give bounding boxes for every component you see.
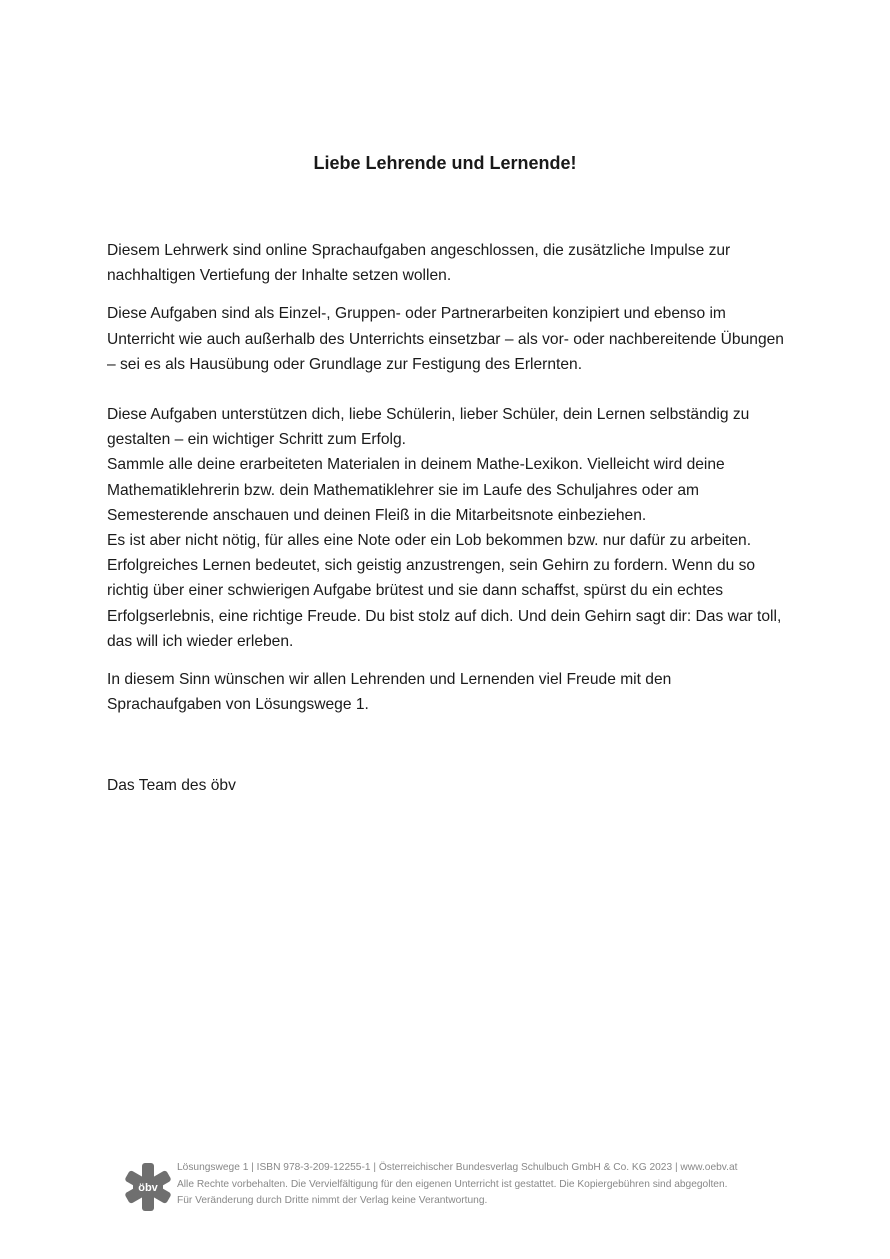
- logo-text: öbv: [138, 1182, 158, 1194]
- signature: Das Team des öbv: [107, 777, 236, 795]
- page-title: Liebe Lehrende und Lernende!: [313, 153, 577, 173]
- paragraph-intro: Diesem Lehrwerk sind online Sprachaufgaben angeschlossen, die zusätzliche Impulse zur nachhaltigen Vertiefung der Inhalte setzen wollen.: [107, 242, 731, 285]
- paragraph-motivation: Es ist aber nicht nötig, für alles eine Note oder ein Lob bekommen bzw. nur dafür zu arbeiten. Erfolgreiches Lernen bedeutet, sich geistig anzustrengen, sein Gehirn zu fordern. Wenn du so richtig über einer schwierigen Aufgabe brütest und sie dann schaffst, spürst du ein echtes Erfolgserlebnis, eine richtige Freude. Du bist stolz auf dich. Und dein Gehirn sagt dir: Das war toll, das will ich wieder erleben.: [107, 532, 782, 650]
- paragraph-usage: Diese Aufgaben sind als Einzel-, Gruppen- oder Partnerarbeiten konzipiert und ebenso im Unterricht wie auch außerhalb des Unterrichts einsetzbar – als vor- oder nachbereitende Übungen – sei es als Hausübung oder Grundlage zur Festigung des Erlernten.: [107, 305, 784, 373]
- footer-line-imprint: Lösungswege 1 | ISBN 978-3-209-12255-1 | Österreichischer Bundesverlag Schulbuch GmbH & Co. KG 2023 | www.oebv.at: [177, 1162, 738, 1173]
- letter-body: [107, 238, 787, 799]
- page-footer: [125, 1160, 785, 1216]
- oebv-logo-icon: [125, 1162, 171, 1212]
- footer-text: [177, 1160, 787, 1210]
- paragraph-closing: In diesem Sinn wünschen wir allen Lehrenden und Lernenden viel Freude mit den Sprachaufgaben von Lösungswege 1.: [107, 671, 672, 714]
- footer-line-rights: Alle Rechte vorbehalten. Die Vervielfältigung für den eigenen Unterricht ist gestattet. Die Kopiergebühren sind abgegolten.: [177, 1178, 728, 1190]
- paragraph-lexikon: Sammle alle deine erarbeiteten Materialen in deinem Mathe-Lexikon. Vielleicht wird deine Mathematiklehrerin bzw. dein Mathematiklehrer sie im Laufe des Schuljahres oder am Semesterende anschauen und deinen Fleiß in die Mitarbeitsnote einbeziehen.: [107, 456, 725, 524]
- paragraph-support: Diese Aufgaben unterstützen dich, liebe Schülerin, lieber Schüler, dein Lernen selbständig zu gestalten – ein wichtiger Schritt zum Erfolg.: [107, 406, 750, 449]
- footer-line-disclaimer: Für Veränderung durch Dritte nimmt der Verlag keine Verantwortung.: [177, 1195, 488, 1206]
